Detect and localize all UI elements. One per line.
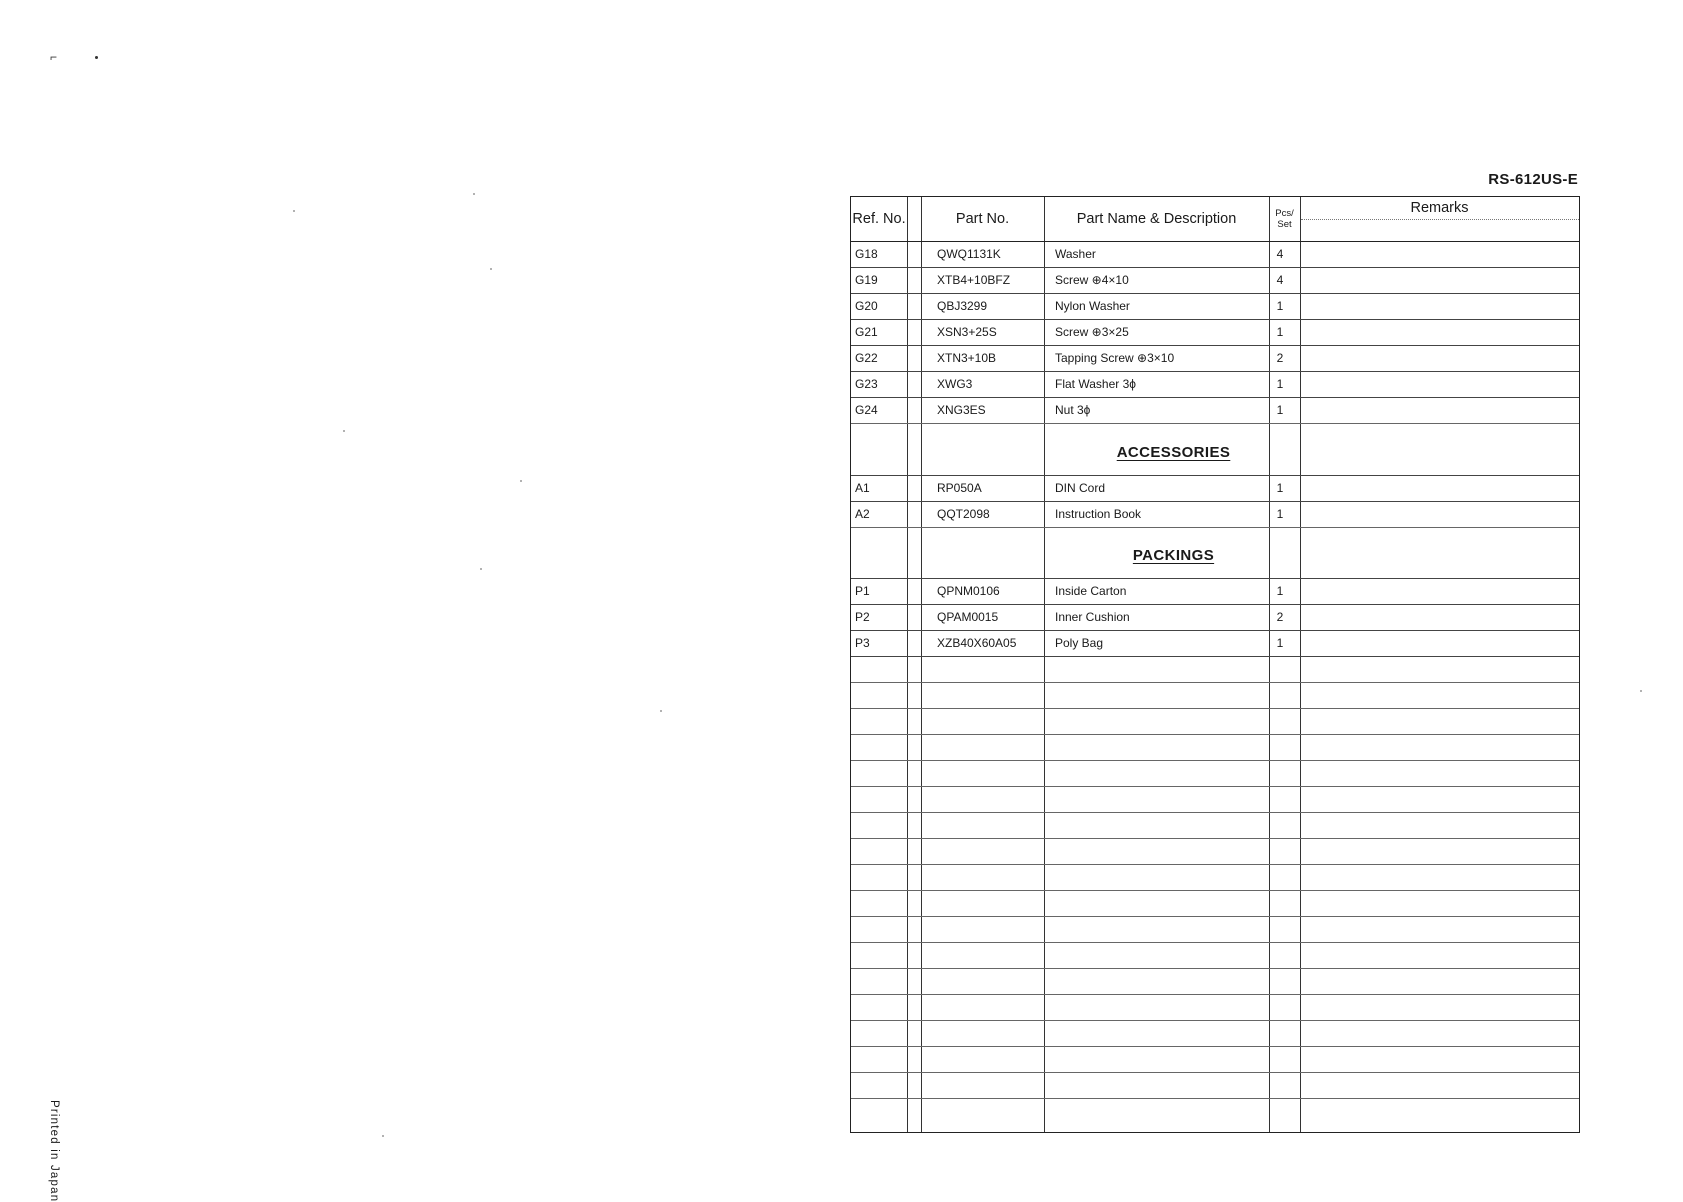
header-pcs-line2: Set (1277, 219, 1292, 230)
empty-row-rule (851, 1098, 1579, 1099)
table-row (851, 268, 1579, 293)
empty-row-rule (851, 994, 1579, 995)
row-rule (851, 656, 1579, 657)
ref-no: G23 (855, 377, 878, 391)
scan-speck (343, 430, 345, 432)
part-no: QBJ3299 (937, 299, 988, 313)
empty-row-rule (851, 942, 1579, 943)
pcs-per-set: 1 (1276, 325, 1284, 339)
part-no: XWG3 (937, 377, 973, 391)
ref-no: P3 (855, 636, 870, 650)
empty-row-rule (851, 708, 1579, 709)
corner-scan-dot (95, 56, 98, 59)
scan-speck (473, 193, 475, 195)
empty-row-rule (851, 812, 1579, 813)
empty-row-rule (851, 1046, 1579, 1047)
row-rule (851, 527, 1579, 528)
ref-no: A2 (855, 507, 870, 521)
row-rule (851, 423, 1579, 424)
ref-no: G19 (855, 273, 878, 287)
table-row (851, 372, 1579, 397)
scan-speck (490, 268, 492, 270)
table-row (851, 476, 1579, 501)
part-name: Instruction Book (1055, 507, 1142, 521)
empty-row-rule (851, 890, 1579, 891)
ref-no: P1 (855, 584, 870, 598)
part-name: Screw ⊕4×10 (1055, 273, 1129, 287)
section-title-packings: PACKINGS (1132, 547, 1215, 564)
part-name: Washer (1055, 247, 1096, 261)
printed-in-note: Printed in Japan (48, 1100, 60, 1202)
part-no: XNG3ES (937, 403, 986, 417)
empty-row-rule (851, 682, 1579, 683)
scan-speck (520, 480, 522, 482)
part-no: QWQ1131K (937, 247, 1001, 261)
table-row (851, 605, 1579, 630)
empty-row-rule (851, 968, 1579, 969)
part-name: Nut 3ϕ (1055, 403, 1091, 417)
empty-row-rule (851, 864, 1579, 865)
part-name: Inner Cushion (1055, 610, 1130, 624)
ref-no: G22 (855, 351, 878, 365)
header-pcs-set (1269, 197, 1300, 241)
empty-row-rule (851, 1020, 1579, 1021)
empty-row-rule (851, 786, 1579, 787)
empty-row-rule (851, 760, 1579, 761)
part-no: XSN3+25S (937, 325, 997, 339)
part-name: Nylon Washer (1055, 299, 1130, 313)
pcs-per-set: 1 (1276, 481, 1284, 495)
scan-speck (293, 210, 295, 212)
part-no: QPAM0015 (937, 610, 999, 624)
empty-row-rule (851, 1072, 1579, 1073)
part-no: QQT2098 (937, 507, 990, 521)
pcs-per-set: 2 (1276, 351, 1284, 365)
part-no: XZB40X60A05 (937, 636, 1017, 650)
empty-row-rule (851, 734, 1579, 735)
corner-scan-mark: ⌐ (50, 50, 58, 64)
part-no: RP050A (937, 481, 982, 495)
part-no: QPNM0106 (937, 584, 1000, 598)
pcs-per-set: 2 (1276, 610, 1284, 624)
section-title-accessories: ACCESSORIES (1116, 444, 1231, 461)
table-row (851, 502, 1579, 527)
pcs-per-set: 1 (1276, 507, 1284, 521)
part-name: Screw ⊕3×25 (1055, 325, 1129, 339)
table-row (851, 320, 1579, 345)
header-part-no: Part No. (955, 211, 1010, 227)
empty-row-rule (851, 916, 1579, 917)
part-no: XTB4+10BFZ (937, 273, 1011, 287)
table-row (851, 579, 1579, 604)
part-name: Inside Carton (1055, 584, 1127, 598)
scan-speck (382, 1135, 384, 1137)
scan-speck (660, 710, 662, 712)
ref-no: A1 (855, 481, 870, 495)
ref-no: G21 (855, 325, 878, 339)
table-row (851, 242, 1579, 267)
table-row (851, 346, 1579, 371)
scan-speck (480, 568, 482, 570)
table-row (851, 398, 1579, 423)
header-part-name: Part Name & Description (1076, 211, 1237, 227)
part-name: Poly Bag (1055, 636, 1104, 650)
ref-no: P2 (855, 610, 870, 624)
scan-speck (1640, 690, 1642, 692)
part-no: XTN3+10B (937, 351, 997, 365)
pcs-per-set: 1 (1276, 403, 1284, 417)
table-row (851, 631, 1579, 656)
table-row (851, 294, 1579, 319)
part-name: Tapping Screw ⊕3×10 (1055, 351, 1175, 365)
pcs-per-set: 1 (1276, 584, 1284, 598)
pcs-per-set: 1 (1276, 299, 1284, 313)
pcs-per-set: 4 (1276, 273, 1284, 287)
pcs-per-set: 1 (1276, 377, 1284, 391)
model-code: RS-612US-E (1488, 171, 1578, 188)
pcs-per-set: 1 (1276, 636, 1284, 650)
empty-row-rule (851, 838, 1579, 839)
header-pcs-line1: Pcs/ (1275, 208, 1294, 219)
ref-no: G20 (855, 299, 878, 313)
pcs-per-set: 4 (1276, 247, 1284, 261)
part-name: Flat Washer 3ϕ (1055, 377, 1136, 391)
header-remarks: Remarks (1410, 200, 1469, 216)
parts-list-table (850, 196, 1580, 1133)
header-ref-no: Ref. No. (852, 211, 906, 227)
ref-no: G24 (855, 403, 878, 417)
part-name: DIN Cord (1055, 481, 1106, 495)
ref-no: G18 (855, 247, 878, 261)
